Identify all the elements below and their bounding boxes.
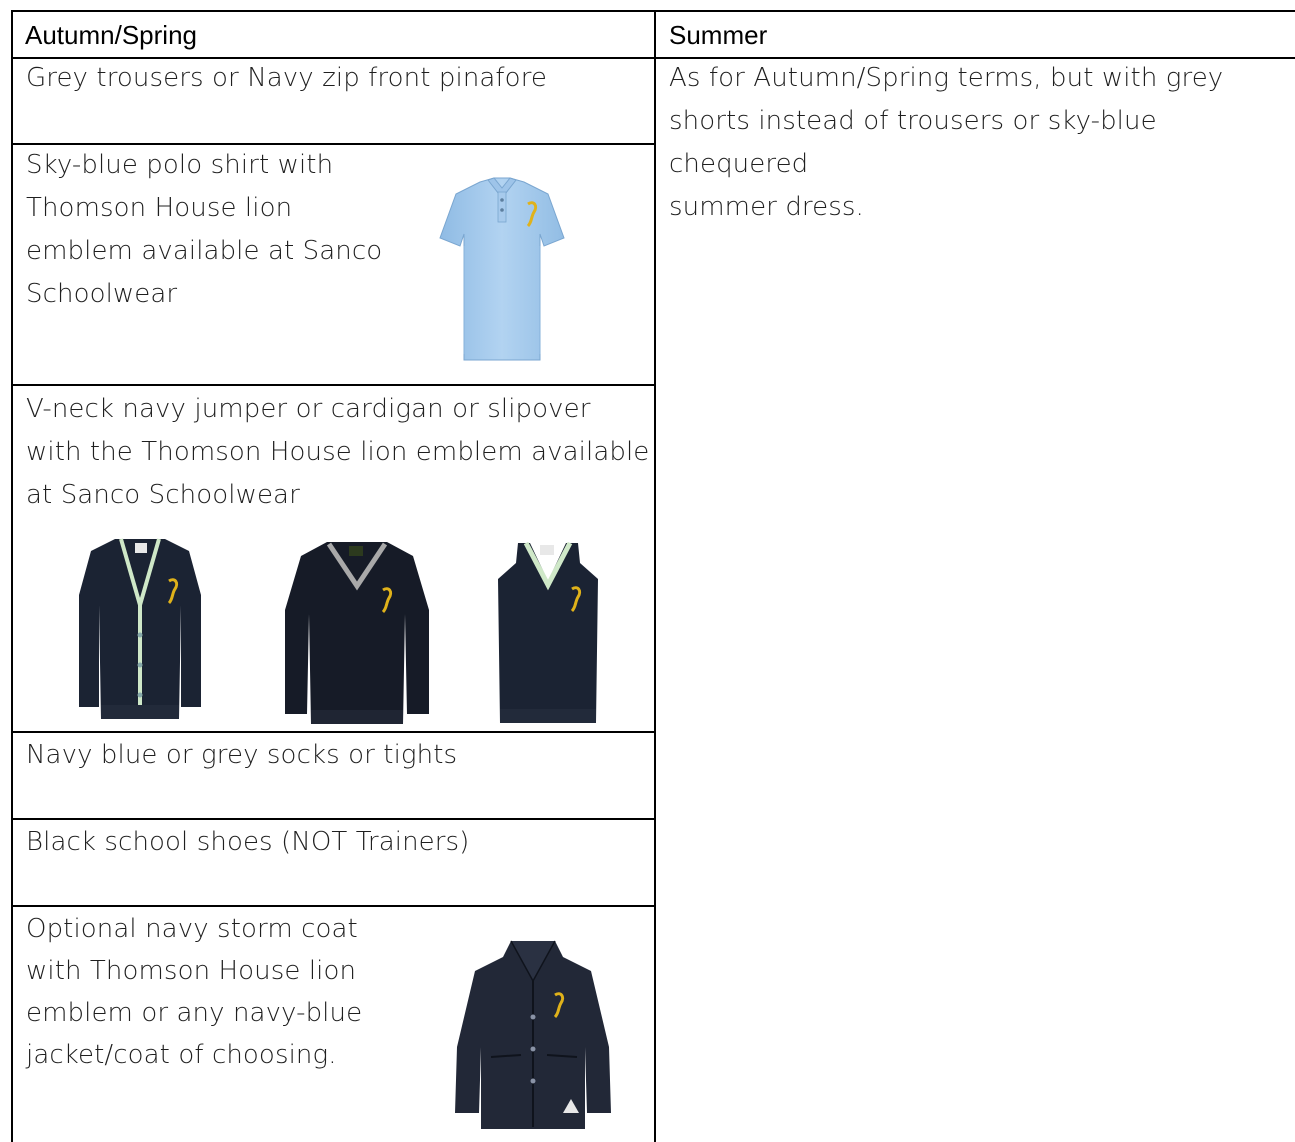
storm-coat-image — [451, 937, 615, 1133]
uniform-table — [11, 10, 1295, 1142]
row-shoes-text: Black school shoes (NOT Trainers) — [26, 827, 470, 857]
header-autumn-spring: Autumn/Spring — [25, 20, 197, 50]
polo-shirt-image — [436, 174, 568, 366]
row-socks-text: Navy blue or grey socks or tights — [26, 740, 458, 770]
slipover-image — [496, 539, 600, 725]
column-divider — [654, 10, 656, 1142]
table-border-left — [11, 10, 13, 1142]
summer-text: As for Autumn/Spring terms, but with grey shorts instead of trousers or sky-blue chequered summer dress. — [669, 63, 1224, 222]
row-divider-3 — [11, 731, 656, 733]
row-coat-text: Optional navy storm coat with Thomson House lion emblem or any navy-blue jacket/coat of choosing. — [26, 914, 363, 1070]
cardigan-image — [77, 535, 203, 723]
row-divider-5 — [11, 905, 656, 907]
jumper-image — [283, 538, 431, 728]
row-jumper-text: V-neck navy jumper or cardigan or slipover with the Thomson House lion emblem available at Sanco Schoolwear — [26, 394, 650, 510]
row-divider-4 — [11, 818, 656, 820]
header-summer: Summer — [669, 20, 768, 50]
row-polo-text: Sky-blue polo shirt with Thomson House lion emblem available at Sanco Schoolwear — [26, 150, 383, 309]
row-divider-2 — [11, 384, 656, 386]
table-border-top — [11, 10, 1295, 12]
row-trousers-text: Grey trousers or Navy zip front pinafore — [26, 63, 548, 93]
